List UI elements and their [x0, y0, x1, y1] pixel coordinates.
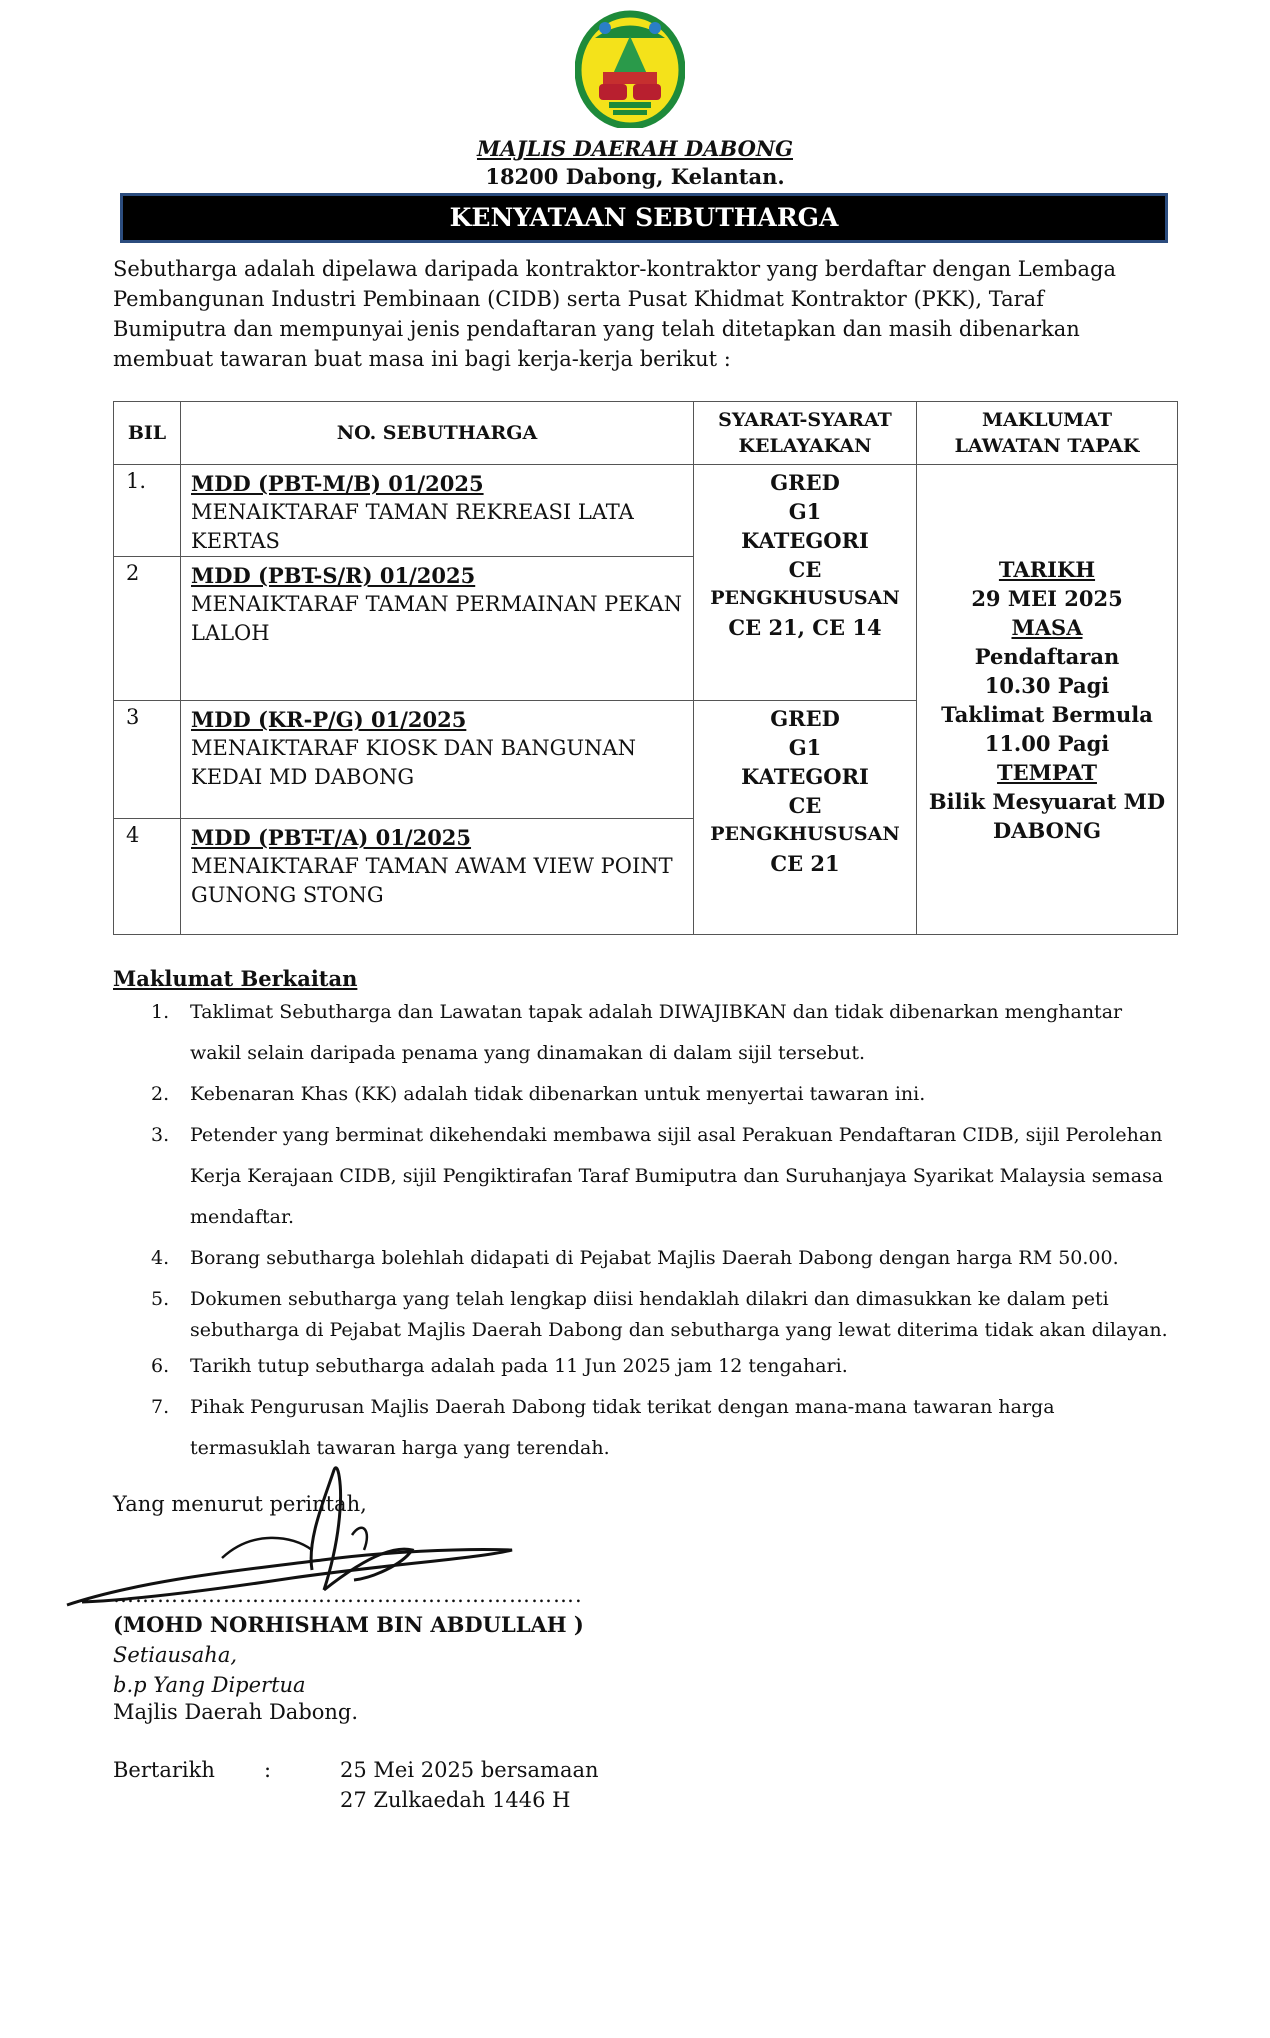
note-text: Tarikh tutup sebutharga adalah pada 11 Jun 2025 jam 12 tengahari.	[190, 1355, 848, 1377]
note-number: 4.	[151, 1247, 170, 1269]
header-syarat-line-1: SYARAT-SYARAT	[718, 409, 892, 431]
signature-intro: Yang menurut perintah,	[113, 1492, 367, 1516]
header-maklumat-line-1: MAKLUMAT	[981, 409, 1113, 431]
row-tender	[181, 465, 694, 557]
council-crest-logo	[575, 8, 685, 128]
header-no-sebutharga: NO. SEBUTHARGA	[181, 402, 694, 465]
tender-ref: MDD (PBT-S/R) 01/2025	[191, 563, 476, 588]
row-tender	[181, 819, 694, 935]
signatory-position-line-2: b.p Yang Dipertua	[113, 1673, 306, 1697]
signatory-org: Majlis Daerah Dabong.	[113, 1700, 359, 1724]
tender-table	[113, 401, 1178, 935]
header-syarat-line-2: KELAYAKAN	[738, 435, 872, 457]
lawatan-pendaftaran: Pendaftaran	[974, 643, 1120, 669]
header-maklumat	[917, 402, 1178, 465]
date-line-1: 25 Mei 2025 bersamaan	[340, 1758, 599, 1782]
lawatan-pendaftaran-time: 10.30 Pagi	[984, 672, 1110, 698]
syarat-kategori-value: CE	[788, 793, 822, 818]
lawatan-cell	[917, 465, 1178, 935]
tender-desc: MENAIKTARAF TAMAN REKREASI LATA KERTAS	[191, 500, 634, 553]
lawatan-tempat-line-2: DABONG	[992, 817, 1102, 843]
syarat-pengkhususan-value: CE 21	[770, 851, 840, 876]
row-bil: 1.	[114, 465, 181, 557]
signatory-position	[113, 1640, 306, 1700]
tender-ref: MDD (PBT-M/B) 01/2025	[191, 471, 484, 496]
list-item	[113, 1115, 1173, 1238]
note-text: Pihak Pengurusan Majlis Daerah Dabong tidak terikat dengan mana-mana tawaran harga termasuklah tawaran harga yang terendah.	[190, 1396, 1055, 1459]
signatory-position-line-1: Setiausaha,	[113, 1643, 238, 1667]
signatory-name: (MOHD NORHISHAM BIN ABDULLAH )	[113, 1612, 584, 1637]
list-item	[113, 992, 1173, 1074]
syarat-gred-label: GRED	[770, 470, 840, 495]
syarat-gred-value: G1	[788, 735, 822, 760]
tender-desc: MENAIKTARAF KIOSK DAN BANGUNAN KEDAI MD DABONG	[191, 736, 636, 789]
note-number: 1.	[151, 1001, 170, 1023]
lawatan-taklimat: Taklimat Bermula	[941, 701, 1153, 727]
lawatan-tempat-label: TEMPAT	[997, 759, 1097, 785]
header-syarat	[694, 402, 917, 465]
org-address: 18200 Dabong, Kelantan.	[485, 164, 785, 189]
intro-paragraph: Sebutharga adalah dipelawa daripada kontraktor-kontraktor yang berdaftar dengan Lembaga Pembangunan Industri Pembinaan (CIDB) serta Pusat Khidmat Kontraktor (PKK), Taraf Bumiputra dan mempunyai jenis pendaftaran yang telah ditetapkan dan masih dibenarkan membuat tawaran buat masa ini bagi kerja-kerja berikut :	[113, 257, 1116, 371]
tender-ref: MDD (PBT-T/A) 01/2025	[191, 825, 472, 850]
list-item	[113, 1279, 1173, 1346]
note-number: 2.	[151, 1083, 170, 1105]
note-text: Borang sebutharga bolehlah didapati di Pejabat Majlis Daerah Dabong dengan harga RM 50.00.	[190, 1247, 1119, 1269]
tender-desc: MENAIKTARAF TAMAN AWAM VIEW POINT GUNONG STONG	[191, 854, 673, 907]
date-label: Bertarikh	[113, 1758, 215, 1782]
date-block	[113, 1755, 713, 1825]
syarat-pengkhususan-value: CE 21, CE 14	[728, 615, 882, 640]
header-maklumat-line-2: LAWATAN TAPAK	[954, 435, 1140, 457]
notes-title: Maklumat Berkaitan	[113, 966, 358, 991]
row-bil: 2	[114, 557, 181, 701]
syarat-cell-1	[694, 465, 917, 701]
syarat-kategori-label: KATEGORI	[741, 528, 869, 553]
note-text: Petender yang berminat dikehendaki membawa sijil asal Perakuan Pendaftaran CIDB, sijil Perolehan Kerja Kerajaan CIDB, sijil Pengiktirafan Taraf Bumiputra dan Suruhanjaya Syarikat Malaysia semasa mendaftar.	[190, 1124, 1164, 1228]
list-item	[113, 1238, 1173, 1279]
syarat-pengkhususan-label: PENGKHUSUSAN	[710, 823, 900, 845]
syarat-gred-value: G1	[788, 499, 822, 524]
date-colon: :	[264, 1758, 272, 1782]
note-text: Dokumen sebutharga yang telah lengkap diisi hendaklah dilakri dan dimasukkan ke dalam peti sebutharga di Pejabat Majlis Daerah Dabong dan sebutharga yang lewat diterima tidak akan dilayan.	[190, 1288, 1168, 1341]
syarat-cell-2	[694, 701, 917, 935]
row-tender	[181, 557, 694, 701]
page-title: KENYATAAN SEBUTHARGA	[120, 193, 1168, 243]
row-bil: 3	[114, 701, 181, 819]
note-number: 3.	[151, 1124, 170, 1146]
table-header-row	[114, 402, 1178, 465]
syarat-pengkhususan-label: PENGKHUSUSAN	[710, 587, 900, 609]
syarat-kategori-value: CE	[788, 557, 822, 582]
tender-ref: MDD (KR-P/G) 01/2025	[191, 707, 467, 732]
row-tender	[181, 701, 694, 819]
table-row	[114, 465, 1178, 557]
syarat-kategori-label: KATEGORI	[741, 764, 869, 789]
tender-desc: MENAIKTARAF TAMAN PERMAINAN PEKAN LALOH	[191, 592, 683, 645]
lawatan-tarikh: 29 MEI 2025	[971, 585, 1123, 611]
note-number: 5.	[151, 1288, 170, 1310]
row-bil: 4	[114, 819, 181, 935]
lawatan-masa-label: MASA	[1011, 614, 1083, 640]
note-text: Kebenaran Khas (KK) adalah tidak dibenarkan untuk menyertai tawaran ini.	[190, 1083, 926, 1105]
lawatan-tempat-line-1: Bilik Mesyuarat MD	[928, 788, 1166, 814]
header-bil: BIL	[114, 402, 181, 465]
lawatan-taklimat-time: 11.00 Pagi	[984, 730, 1110, 756]
lawatan-tarikh-label: TARIKH	[998, 556, 1096, 582]
note-number: 7.	[151, 1396, 170, 1418]
syarat-gred-label: GRED	[770, 706, 840, 731]
org-name: MAJLIS DAERAH DABONG	[476, 136, 793, 161]
list-item	[113, 1074, 1173, 1115]
note-number: 6.	[151, 1355, 170, 1377]
notes-list	[113, 992, 1173, 1469]
signature-dots: ……………………………………………………….	[113, 1583, 583, 1607]
list-item	[113, 1346, 1173, 1387]
date-line-2: 27 Zulkaedah 1446 H	[340, 1788, 571, 1812]
note-text: Taklimat Sebutharga dan Lawatan tapak adalah DIWAJIBKAN dan tidak dibenarkan menghantar wakil selain daripada penama yang dinamakan di dalam sijil tersebut.	[190, 1001, 1123, 1064]
